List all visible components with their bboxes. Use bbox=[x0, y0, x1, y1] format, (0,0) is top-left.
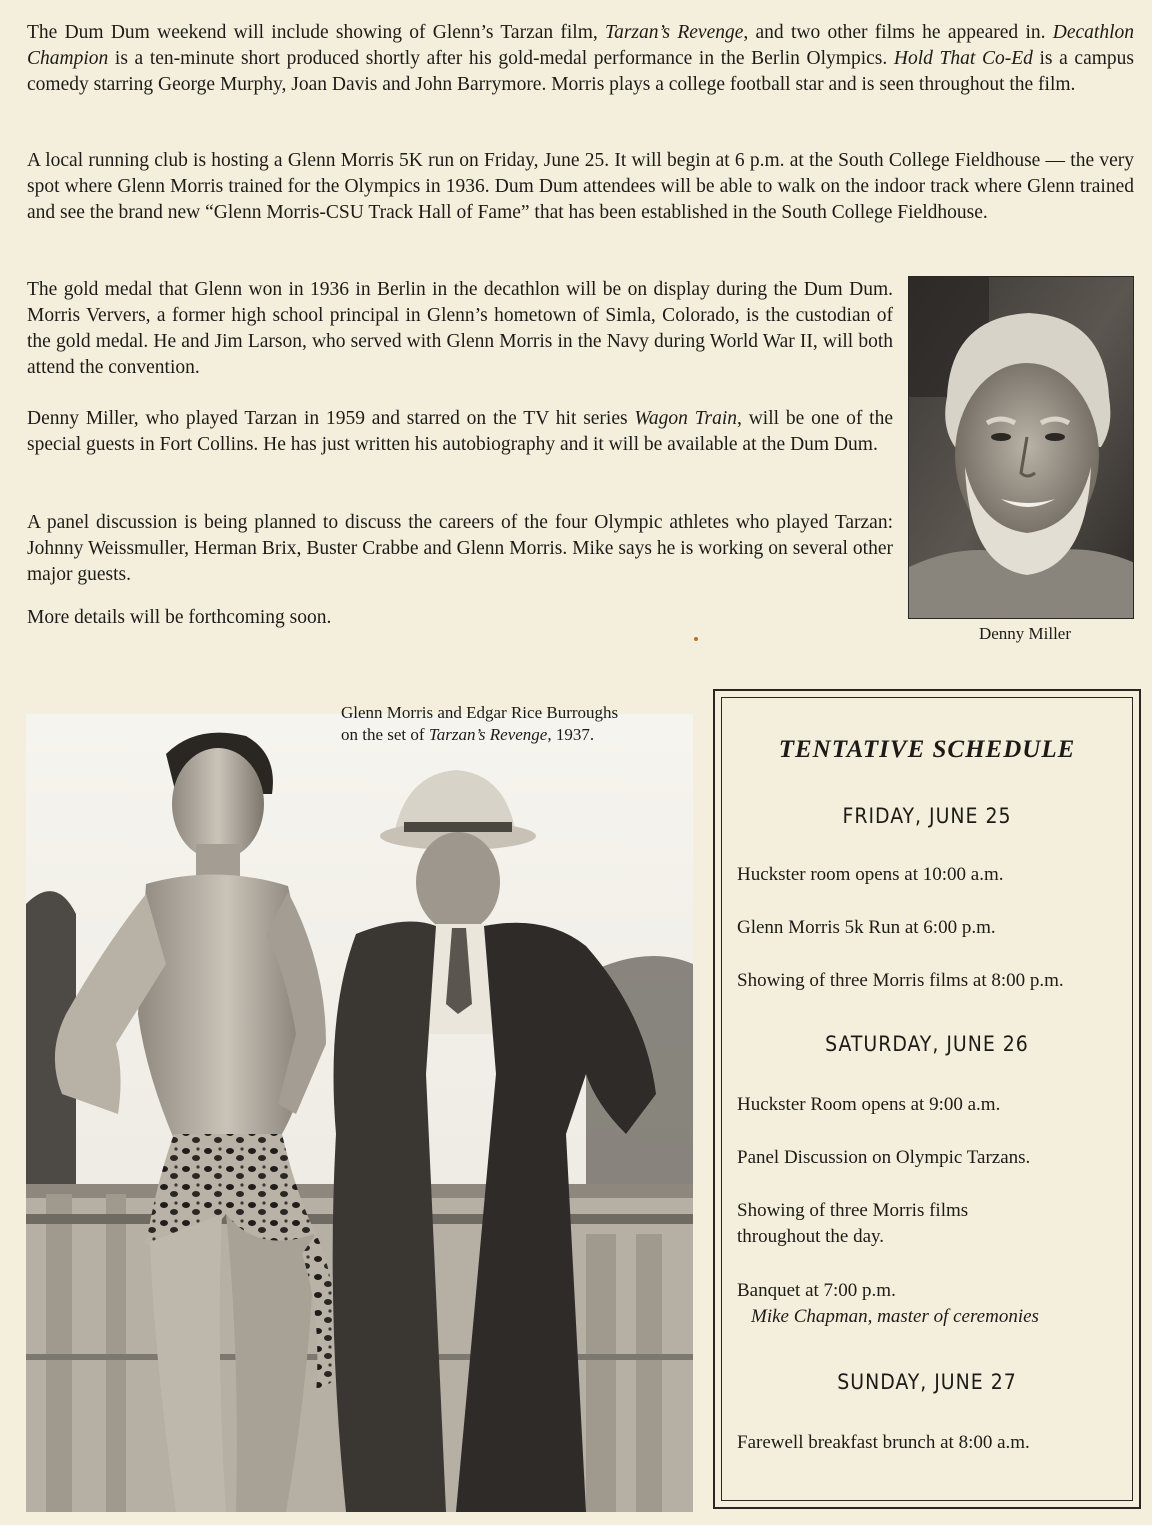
p1-text-a: The Dum Dum weekend will include showing of Glenn’s Tarzan film, bbox=[27, 22, 606, 43]
schedule-inner-border bbox=[721, 697, 1133, 1501]
friday-event-films: Showing of three Morris films at 8:00 p.m. bbox=[737, 970, 1064, 991]
sunday-heading: SUNDAY, JUNE 27 bbox=[837, 1370, 1017, 1394]
friday-event-5k-run: Glenn Morris 5k Run at 6:00 p.m. bbox=[737, 917, 996, 938]
paragraph-5k-run: A local running club is hosting a Glenn Morris 5K run on Friday, June 25. It will begin at 6 p.m. at the South College Fieldhouse — the very spot where Glenn Morris trained for the Olympics in 1936. Dum Dum attendees will be able to walk on the indoor track where Glenn trained and see the brand new “Glenn Morris-CSU Track Hall of Fame” that has been established in the South College Fieldhouse. bbox=[27, 150, 1134, 223]
schedule-title: TENTATIVE SCHEDULE bbox=[778, 736, 1076, 763]
saturday-event-panel: Panel Discussion on Olympic Tarzans. bbox=[737, 1147, 1031, 1168]
friday-heading: FRIDAY, JUNE 25 bbox=[842, 804, 1012, 828]
film-title-decathlon-champion: Decathlon Champion bbox=[27, 22, 1134, 69]
saturday-event-huckster: Huckster Room opens at 9:00 a.m. bbox=[737, 1094, 1001, 1115]
p1-text-c: , and two other films he appeared in. bbox=[743, 22, 1053, 43]
tv-title-wagon-train: Wagon Train bbox=[634, 408, 737, 429]
saturday-event-films: Showing of three Morris films throughout the day. bbox=[737, 1200, 969, 1247]
saturday-heading: SATURDAY, JUNE 26 bbox=[825, 1032, 1029, 1056]
paragraph-denny-miller bbox=[27, 406, 893, 458]
paragraph-panel-discussion: A panel discussion is being planned to discuss the careers of the four Olympic athletes who played Tarzan: Johnny Weissmuller, Herman Brix, Buster Crabbe and Glenn Morris. Mike says he is working on several other major guests. bbox=[27, 512, 893, 585]
paragraph-dum-dum-films bbox=[27, 20, 1134, 98]
morris-burroughs-photo bbox=[26, 714, 693, 1512]
sunday-event-brunch: Farewell breakfast brunch at 8:00 a.m. bbox=[737, 1432, 1030, 1453]
caption-prefix: on the set of bbox=[341, 725, 429, 744]
saturday-event-banquet bbox=[737, 1278, 1122, 1330]
film-title-tarzans-revenge: Tarzan’s Revenge bbox=[605, 22, 744, 43]
denny-miller-photo bbox=[908, 276, 1134, 619]
morris-burroughs-caption bbox=[341, 702, 701, 746]
banquet-note: Mike Chapman, master of ceremonies bbox=[751, 1306, 1039, 1327]
paper-speck bbox=[694, 637, 698, 641]
caption-suffix: , 1937. bbox=[547, 725, 595, 744]
paragraph-gold-medal: The gold medal that Glenn won in 1936 in Berlin in the decathlon will be on display during the Dum Dum. Morris Ververs, a former high school principal in Glenn’s hometown of Simla, Colorado, is the custodian of the gold medal. He and Jim Larson, who served with Glenn Morris in the Navy during World War II, will both attend the convention. bbox=[27, 279, 893, 378]
denny-miller-portrait-image bbox=[909, 277, 1134, 619]
film-title-hold-that-co-ed: Hold That Co-Ed bbox=[893, 48, 1033, 69]
tentative-schedule-box bbox=[713, 689, 1141, 1509]
p1-text-g: is a campus comedy starring George Murphy, Joan Davis and John Barrymore. Morris plays a college football star and is seen throughout the film. bbox=[27, 48, 1134, 95]
friday-event-huckster: Huckster room opens at 10:00 a.m. bbox=[737, 864, 1004, 885]
p1-text-e: is a ten-minute short produced shortly after his gold-medal performance in the Berlin Olympics. bbox=[108, 48, 894, 69]
p4-text-a: Denny Miller, who played Tarzan in 1959 and starred on the TV hit series bbox=[27, 408, 635, 429]
caption-line-1: Glenn Morris and Edgar Rice Burroughs bbox=[341, 703, 619, 722]
morris-burroughs-photo-image bbox=[26, 714, 693, 1512]
caption-film-title: Tarzan’s Revenge bbox=[428, 725, 548, 744]
paragraph-more-details: More details will be forthcoming soon. bbox=[27, 607, 332, 628]
p4-text-c: , will be one of the special guests in Fort Collins. He has just written his autobiography and it will be available at the Dum Dum. bbox=[27, 408, 893, 455]
denny-miller-caption: Denny Miller bbox=[978, 624, 1072, 643]
banquet-label: Banquet at 7:00 p.m. bbox=[737, 1280, 896, 1301]
